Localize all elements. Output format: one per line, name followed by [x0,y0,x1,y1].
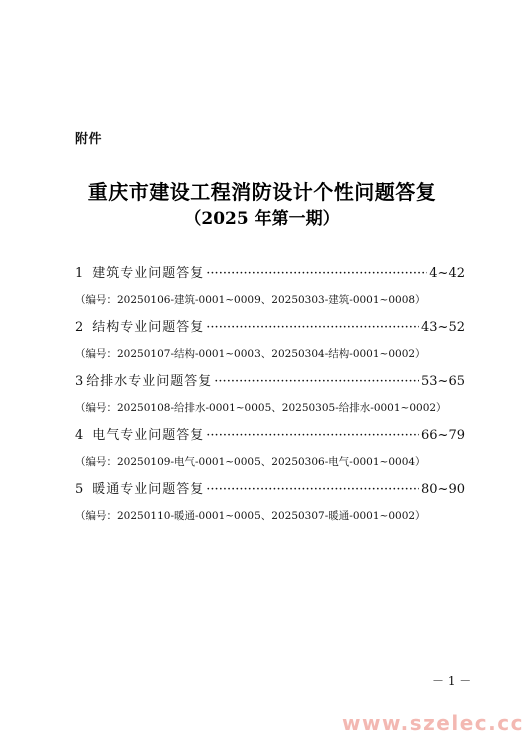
document-title: 重庆市建设工程消防设计个性问题答复 [87,180,437,204]
toc-entry-reference: （编号：20250109-电气-0001~0005、20250306-电气-0001~0004） [75,456,426,468]
toc-entry-line [75,424,465,444]
document-subtitle: （2025 年第一期） [184,209,340,229]
toc-entry-line [75,370,465,390]
toc-entry-pages: 43~52 [421,320,465,335]
toc-entry-line [75,478,465,498]
toc-entry-structure [75,316,465,370]
toc-entry-line [75,262,465,282]
attachment-label: 附件 [75,132,103,147]
toc-entry-line [75,316,465,336]
toc-entry-number: 2 [75,320,85,335]
toc-entry-reference: （编号：20250106-建筑-0001~0009、20250303-建筑-0001~0008） [75,294,426,306]
toc-entry-number: 5 [75,482,85,497]
toc-leader-dots [206,266,427,281]
toc-entry-title: 暖通专业问题答复 [92,482,205,497]
toc-entry-title: 电气专业问题答复 [92,428,205,443]
toc-entry-architecture [75,262,465,316]
toc-entry-pages: 66~79 [421,428,465,443]
toc-entry-reference: （编号：20250108-给排水-0001~0005、20250305-给排水-0001~0002） [75,402,447,414]
toc-entry-title: 给排水专业问题答复 [86,374,213,389]
toc-entry-plumbing [75,370,465,424]
toc-leader-dots [206,428,419,443]
toc-leader-dots [206,482,419,497]
page-number: － 1 － [432,674,472,688]
toc-entry-reference: （编号：20250107-结构-0001~0003、20250304-结构-0001~0002） [75,348,426,360]
toc-entry-electrical [75,424,465,478]
toc-entry-pages: 4~42 [429,266,465,281]
toc-entry-number: 3 [75,374,85,389]
toc-entry-number: 1 [75,266,85,281]
watermark: www.szelec.cc [342,711,524,735]
table-of-contents [75,262,465,532]
toc-leader-dots [214,374,419,389]
toc-entry-number: 4 [75,428,85,443]
toc-entry-reference: （编号：20250110-暖通-0001~0005、20250307-暖通-0001~0002） [75,510,426,522]
toc-entry-pages: 53~65 [421,374,465,389]
toc-entry-title: 建筑专业问题答复 [92,266,205,281]
toc-entry-title: 结构专业问题答复 [92,320,205,335]
toc-entry-pages: 80~90 [421,482,465,497]
toc-leader-dots [206,320,419,335]
toc-entry-hvac [75,478,465,532]
